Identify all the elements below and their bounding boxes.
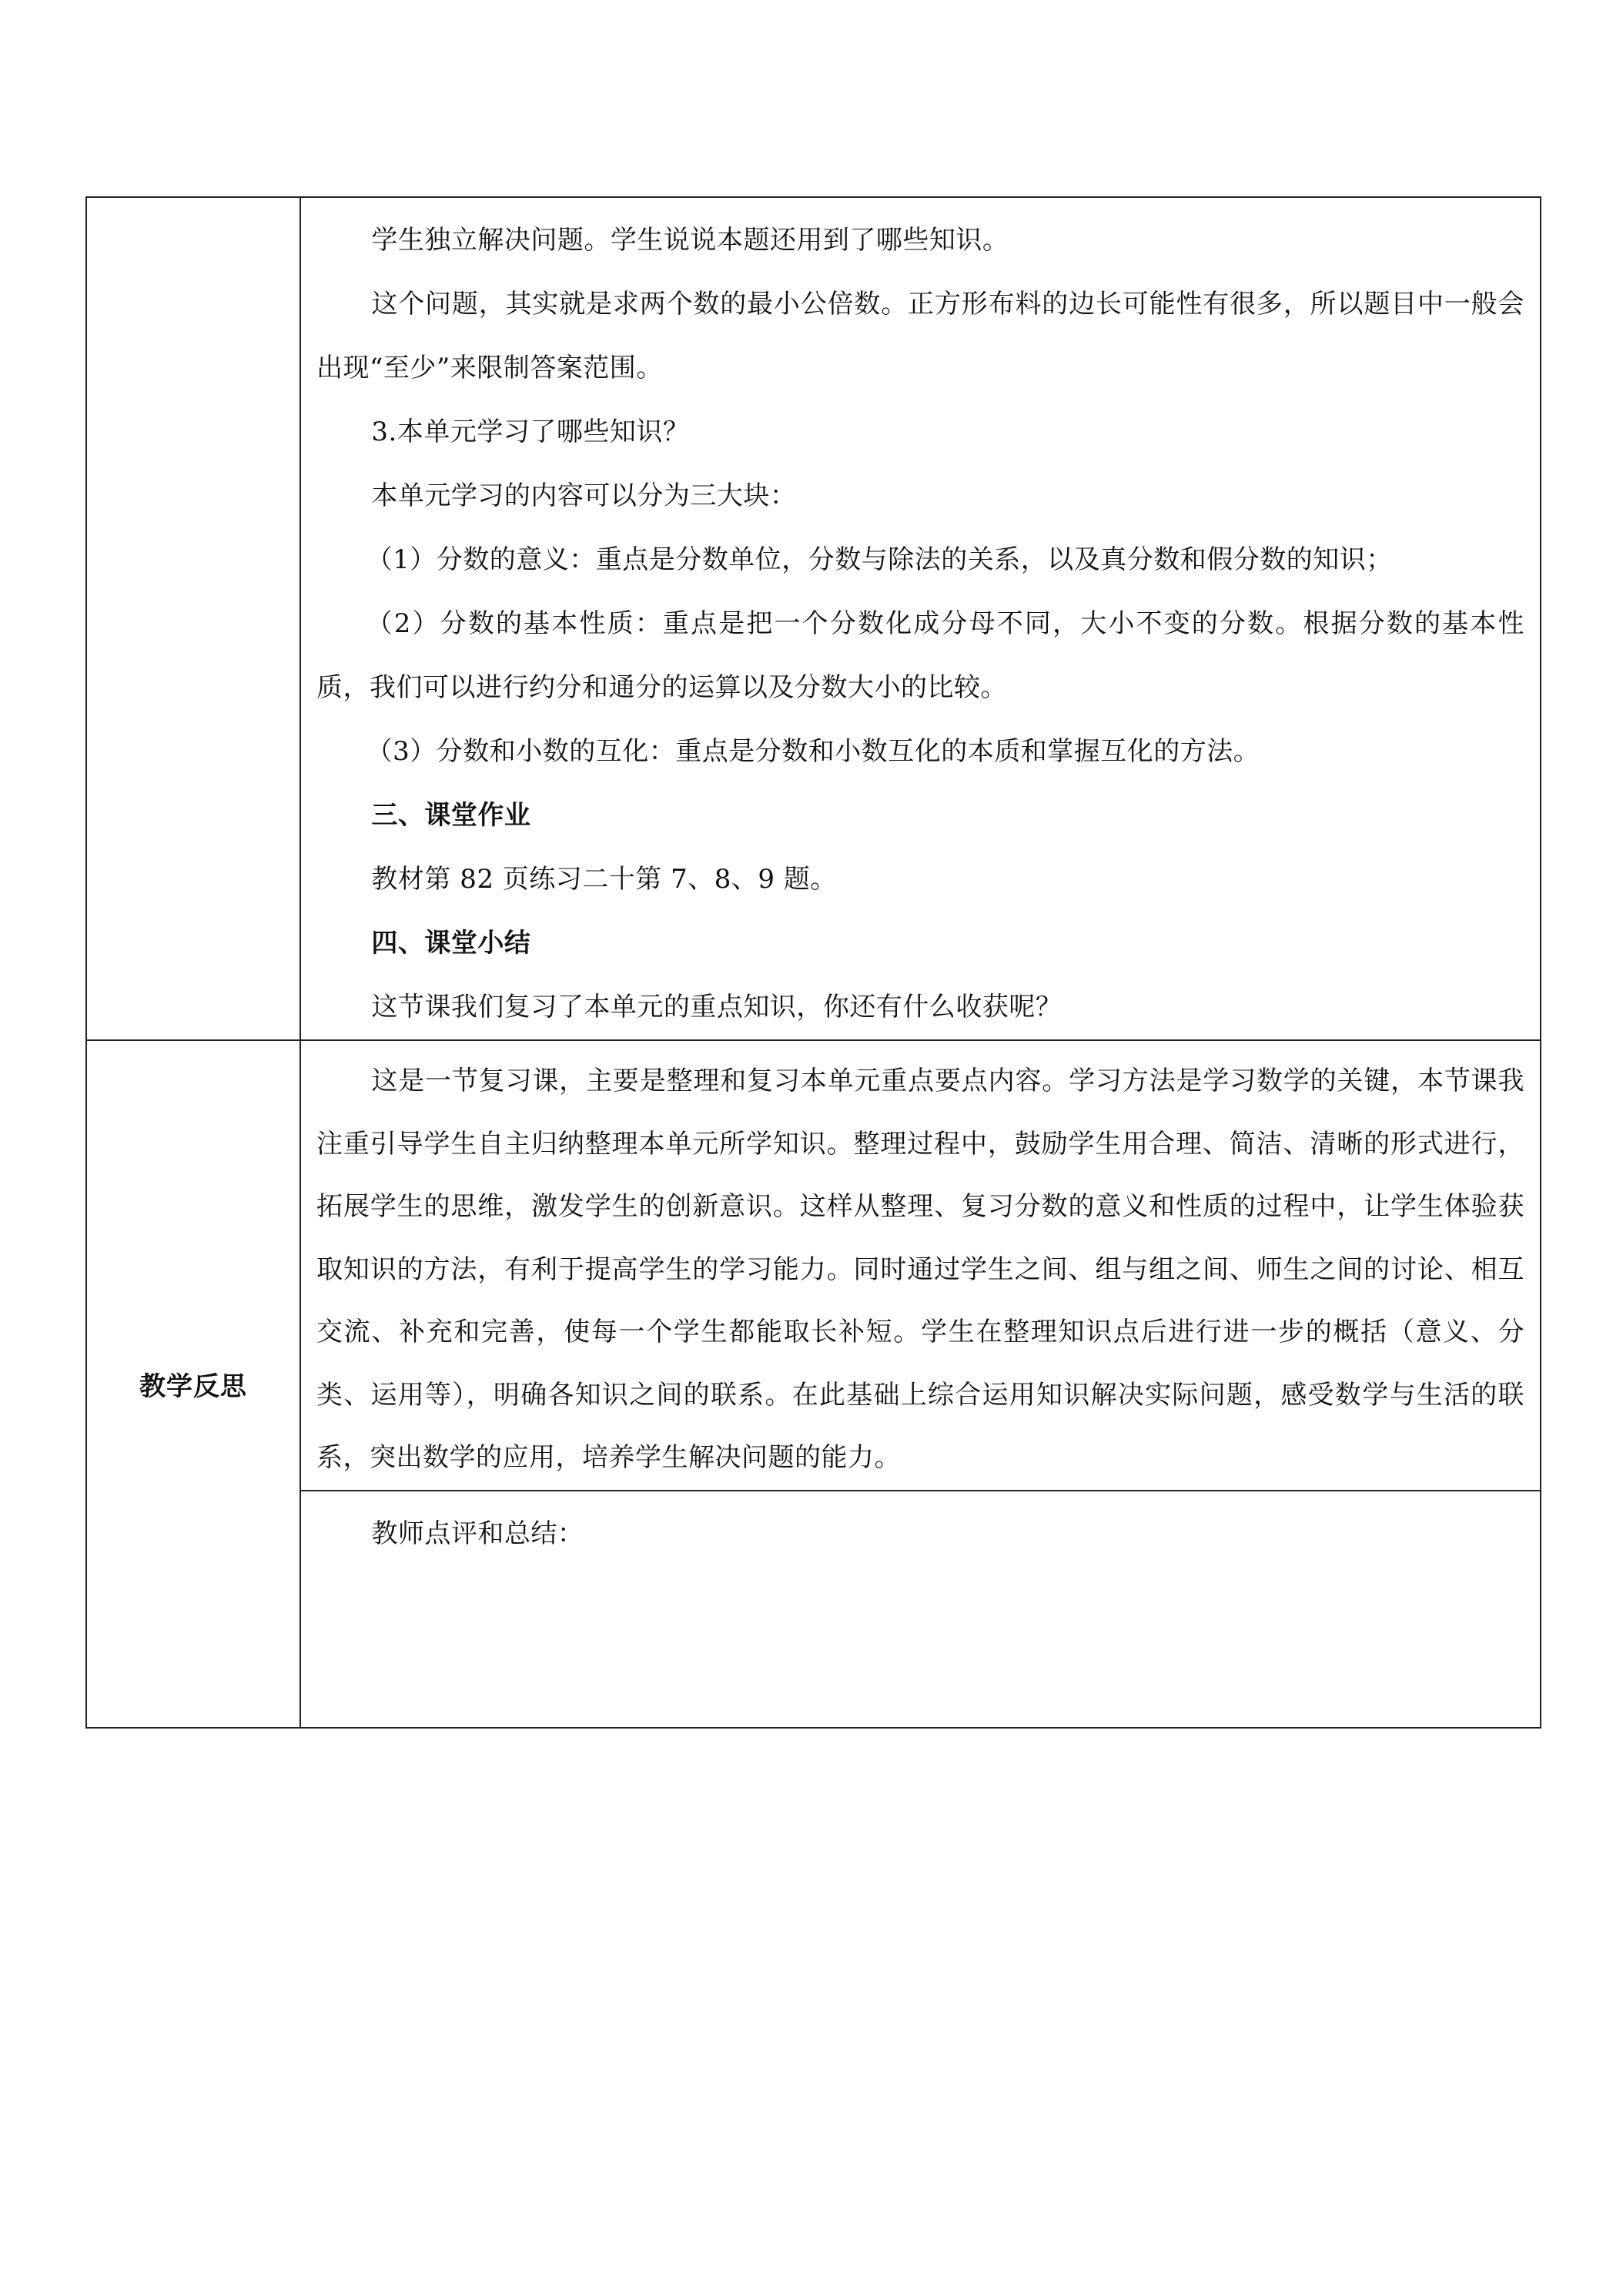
paragraph-three-parts: 本单元学习的内容可以分为三大块： — [371, 480, 797, 511]
summary-heading: 四、课堂小结 — [371, 928, 531, 959]
process-row — [86, 197, 1541, 1040]
paragraph-independent-solve: 学生独立解决问题。学生说说本题还用到了哪些知识。 — [371, 225, 1009, 256]
comment-content-cell — [300, 1491, 1541, 1728]
paragraph-point-1: （1）分数的意义：重点是分数单位，分数与除法的关系，以及真分数和假分数的知识； — [366, 544, 1393, 575]
paragraph-point-3: （3）分数和小数的互化：重点是分数和小数互化的本质和掌握互化的方法。 — [366, 736, 1260, 767]
homework-text: 教材第 82 页练习二十第 7、8、9 题。 — [371, 864, 837, 895]
homework-heading: 三、课堂作业 — [371, 800, 531, 831]
reflection-text: 这是一节复习课，主要是整理和复习本单元重点要点内容。学习方法是学习数学的关键，本节课我注重引导学生自主归纳整理本单元所学知识。整理过程中，鼓励学生用合理、简洁、清晰的形式进行，拓展学生的思维，激发学生的创新意识。这样从整理、复习分数的意义和性质的过程中，让学生体验获取知识的方法，有利于提高学生的学习能力。同时通过学生之间、组与组之间、师生之间的讨论、相互交流、补充和完善，使每一个学生都能取长补短。学生在整理知识点后进行进一步的概括（意义、分类、运用等），明确各知识之间的联系。在此基础上综合运用知识解决实际问题，感受数学与生活的联系，突出数学的应用，培养学生解决问题的能力。 — [316, 1066, 1524, 1473]
process-label-cell — [86, 197, 300, 1040]
paragraph-point-2: （2）分数的基本性质：重点是把一个分数化成分母不同，大小不变的分数。根据分数的基本性质，我们可以进行约分和通分的运算以及分数大小的比较。 — [316, 608, 1524, 703]
process-content-cell — [300, 197, 1541, 1040]
paragraph-lcm-explanation: 这个问题，其实就是求两个数的最小公倍数。正方形布料的边长可能性有很多，所以题目中一般会出现“至少”来限制答案范围。 — [316, 289, 1524, 383]
comment-row — [86, 1491, 1541, 1728]
lesson-plan-table — [85, 196, 1541, 1729]
reflection-row — [86, 1040, 1541, 1491]
teacher-comment-label: 教师点评和总结： — [371, 1518, 584, 1549]
reflection-label-cell — [86, 1040, 300, 1728]
summary-text: 这节课我们复习了本单元的重点知识，你还有什么收获呢？ — [371, 992, 1062, 1022]
paragraph-question-3: 3.本单元学习了哪些知识？ — [371, 417, 690, 447]
reflection-content-cell — [300, 1040, 1541, 1491]
reflection-label: 教学反思 — [139, 1371, 247, 1402]
